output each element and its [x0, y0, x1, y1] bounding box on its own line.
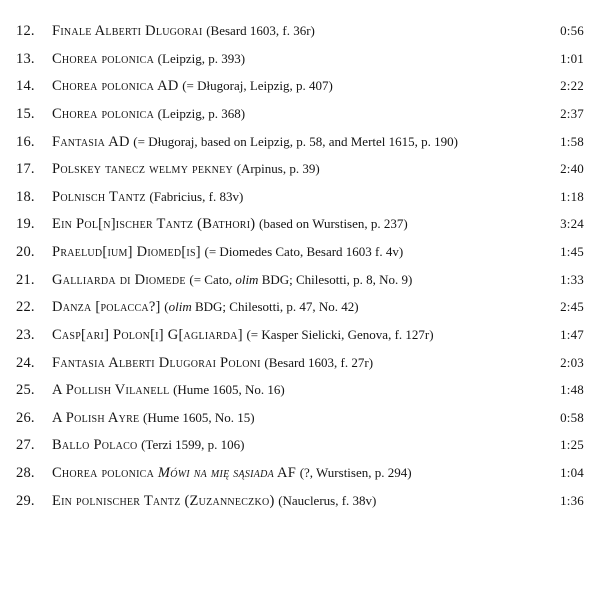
track-title-main: Ein polnischer Tantz (Zuzanneczko) [52, 492, 275, 509]
track-note: (= Diomedes Cato, Besard 1603 f. 4v) [204, 244, 404, 259]
track-note: (Besard 1603, f. 27r) [264, 354, 374, 370]
track-note: (based on Wurstisen, p. 237) [259, 216, 408, 232]
track-row [14, 188, 586, 206]
track-duration: 1:58 [560, 133, 584, 149]
track-number: 16. [16, 133, 35, 150]
track-duration: 2:22 [560, 78, 584, 94]
track-number: 17. [16, 161, 35, 178]
track-duration: 2:37 [560, 105, 584, 121]
track-row [14, 22, 586, 40]
track-title-main: Praelud[ium] Diomed[is] [52, 244, 201, 260]
track-note: (= Długoraj, based on Leipzig, p. 58, and Mertel 1615, p. 190) [133, 133, 458, 149]
track-title-main: Danza [polacca?] [52, 299, 161, 316]
track-number: 20. [16, 244, 35, 260]
track-note: BDG; Chilesotti, p. 8, No. 9) [258, 271, 413, 287]
track-note: (?, Wurstisen, p. 294) [299, 465, 412, 480]
track-title [52, 436, 544, 454]
track-note-prefix: (= Cato, [189, 271, 236, 287]
track-title-main: Polnisch Tantz [52, 188, 146, 205]
track-row [14, 77, 586, 95]
track-row [14, 354, 586, 372]
track-duration: 0:58 [560, 409, 584, 425]
track-title [52, 271, 544, 289]
track-duration: 2:45 [560, 299, 584, 315]
track-note-italic: olim [235, 271, 259, 287]
track-duration: 1:25 [560, 437, 584, 453]
track-row [14, 105, 586, 123]
track-number: 28. [16, 465, 35, 481]
track-duration: 1:18 [560, 188, 584, 204]
track-title [52, 464, 544, 482]
track-number: 22. [16, 299, 35, 316]
track-number: 25. [16, 382, 35, 399]
track-title-main: Ein Pol[n]ischer Tantz (Bathori) [52, 216, 256, 233]
track-number: 12. [16, 23, 35, 39]
track-note: (= Długoraj, Leipzig, p. 407) [182, 78, 333, 94]
track-row [14, 243, 586, 261]
track-title-main: Chorea polonica [52, 50, 155, 67]
track-duration: 1:04 [560, 465, 584, 480]
track-title [52, 326, 544, 344]
track-row [14, 326, 586, 344]
track-duration: 2:03 [560, 354, 584, 370]
track-number: 15. [16, 105, 35, 122]
track-row [14, 133, 586, 151]
track-number: 18. [16, 188, 35, 205]
track-note: (Hume 1605, No. 16) [173, 382, 285, 398]
track-number: 24. [16, 354, 35, 371]
track-number: 23. [16, 326, 35, 343]
track-row [14, 271, 586, 289]
track-title-main: A Pollish Vilanell [52, 382, 170, 399]
track-title [52, 188, 544, 206]
track-duration: 0:56 [560, 23, 584, 38]
track-row [14, 409, 586, 427]
track-note: (Besard 1603, f. 36r) [206, 23, 315, 38]
track-number: 14. [16, 78, 35, 95]
track-title-main: Finale Alberti Dlugorai [52, 23, 203, 39]
track-title-suffix: AF [273, 465, 297, 481]
track-title-main: Ballo Polaco [52, 437, 138, 454]
track-row [14, 436, 586, 454]
track-title-main: Chorea polonica [52, 105, 155, 122]
track-title [52, 22, 544, 40]
track-title-main: A Polish Ayre [52, 409, 140, 426]
track-title [52, 160, 544, 178]
track-title [52, 492, 544, 510]
track-note: (= Kasper Sielicki, Genova, f. 127r) [246, 326, 434, 342]
track-title [52, 215, 544, 233]
track-row [14, 464, 586, 482]
track-title-main: Chorea polonica AD [52, 78, 179, 95]
track-duration: 1:45 [560, 244, 584, 259]
track-row [14, 492, 586, 510]
track-note: BDG; Chilesotti, p. 47, No. 42) [191, 299, 359, 315]
track-note: (Fabricius, f. 83v) [149, 188, 244, 204]
track-duration: 1:48 [560, 382, 584, 398]
track-note: (Nauclerus, f. 38v) [278, 492, 377, 508]
track-title-main: Fantasia Alberti Dlugorai Poloni [52, 354, 261, 371]
track-title-main: Polskey tanecz welmy pekney [52, 161, 233, 178]
track-duration: 1:33 [560, 271, 584, 287]
track-title-main: Galliarda di Diomede [52, 271, 186, 288]
track-title [52, 77, 544, 95]
track-duration: 1:36 [560, 492, 584, 508]
track-number: 21. [16, 271, 35, 288]
track-duration: 3:24 [560, 216, 584, 232]
track-duration: 2:40 [560, 161, 584, 177]
track-title-italic: Mówi na mię sąsiada [157, 465, 274, 481]
track-number: 26. [16, 409, 35, 426]
track-number: 29. [16, 492, 35, 509]
track-note-italic: olim [168, 299, 192, 315]
track-row [14, 50, 586, 68]
track-title-main: Casp[ari] Polon[i] G[agliarda] [52, 326, 243, 343]
track-title [52, 298, 544, 316]
track-row [14, 215, 586, 233]
track-duration: 1:47 [560, 326, 584, 342]
track-row [14, 381, 586, 399]
track-title-main: Chorea polonica [52, 465, 158, 481]
track-row [14, 160, 586, 178]
track-note: (Hume 1605, No. 15) [142, 409, 255, 425]
track-title [52, 105, 544, 123]
track-note-prefix: ( [164, 299, 169, 315]
track-note: (Leipzig, p. 393) [157, 50, 246, 66]
track-title [52, 381, 544, 399]
track-row [14, 298, 586, 316]
track-title [52, 243, 544, 261]
track-number: 19. [16, 216, 35, 233]
track-title [52, 133, 544, 151]
track-title-main: Fantasia AD [52, 133, 130, 150]
track-note: (Terzi 1599, p. 106) [141, 437, 245, 453]
track-title [52, 409, 544, 427]
track-note: (Arpinus, p. 39) [236, 161, 320, 177]
track-title [52, 50, 544, 68]
track-number: 27. [16, 437, 35, 454]
track-duration: 1:01 [560, 50, 584, 66]
track-title [52, 354, 544, 372]
track-number: 13. [16, 50, 35, 67]
track-note: (Leipzig, p. 368) [157, 105, 246, 121]
